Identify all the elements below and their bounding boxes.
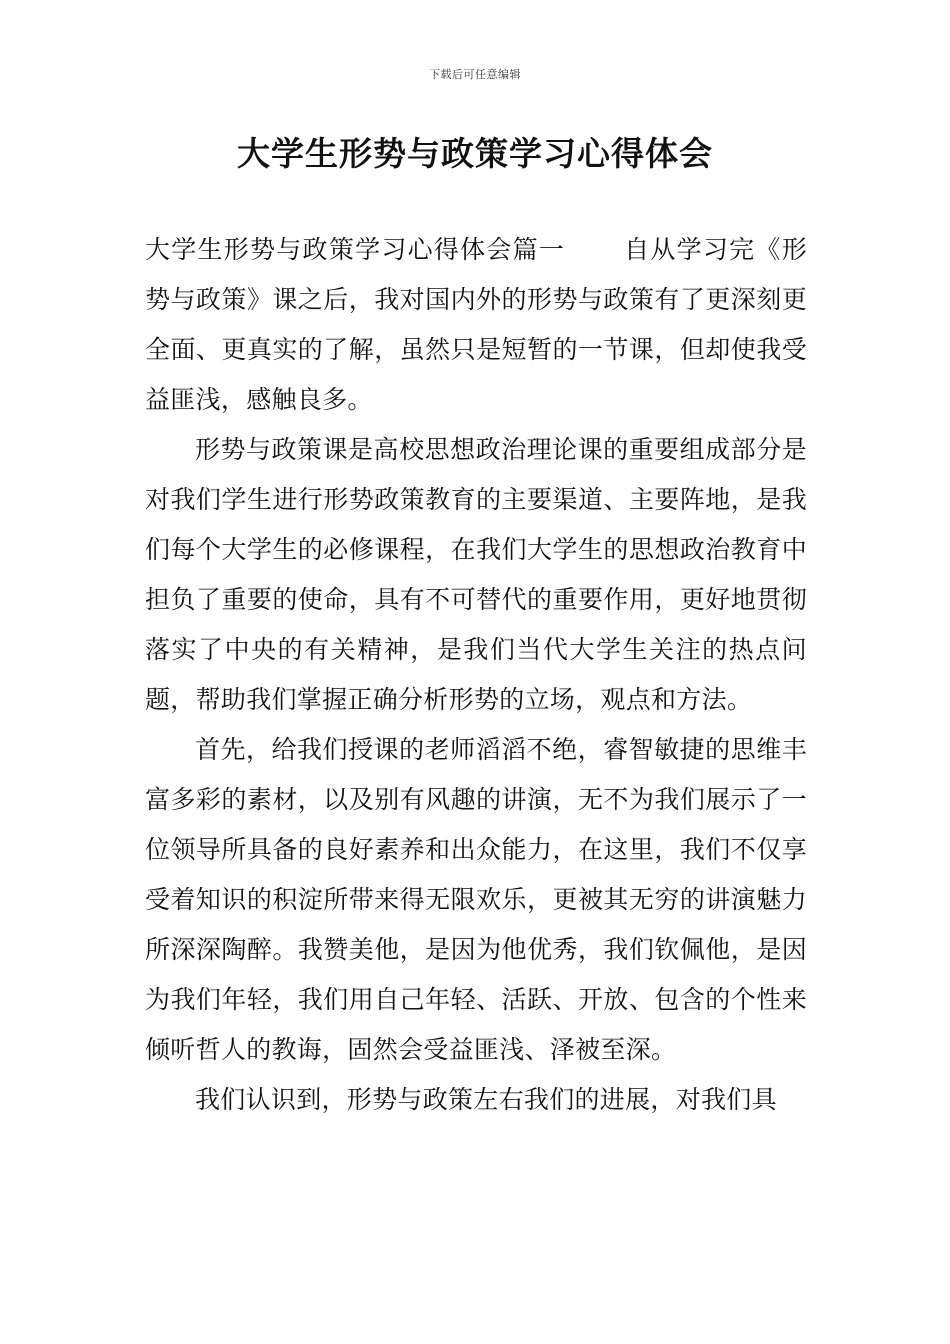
paragraph-1 [145, 225, 807, 425]
document-body [145, 225, 807, 1125]
document-title: 大学生形势与政策学习心得体会 [237, 134, 713, 173]
paragraph-1-text: 自从学习完《形势与政策》课之后，我对国内外的形势与政策有了更深刻更全面、更真实的了解，虽然只是短暂的一节课，但却使我受益匪浅，感触良多。 [145, 235, 807, 414]
paragraph-4: 我们认识到，形势与政策左右我们的进展，对我们具 [195, 1085, 777, 1114]
paragraph-2: 形势与政策课是高校思想政治理论课的重要组成部分是对我们学生进行形势政策教育的主要渠道、主要阵地，是我们每个大学生的必修课程，在我们大学生的思想政治教育中担负了重要的使命，具有不可替代的重要作用，更好地贯彻落实了中央的有关精神，是我们当代大学生关注的热点问题，帮助我们掌握正确分析形势的立场，观点和方法。 [145, 435, 807, 714]
page-header-note: 下载后可任意编辑 [429, 68, 521, 81]
paragraph-3: 首先，给我们授课的老师滔滔不绝，睿智敏捷的思维丰富多彩的素材，以及别有风趣的讲演，无不为我们展示了一位领导所具备的良好素养和出众能力，在这里，我们不仅享受着知识的积淀所带来得无限欢乐，更被其无穷的讲演魅力所深深陶醉。我赞美他，是因为他优秀，我们钦佩他，是因为我们年轻，我们用自己年轻、活跃、开放、包含的个性来倾听哲人的教诲，固然会受益匪浅、泽被至深。 [145, 735, 807, 1064]
section-heading: 大学生形势与政策学习心得体会篇一 [145, 235, 566, 264]
